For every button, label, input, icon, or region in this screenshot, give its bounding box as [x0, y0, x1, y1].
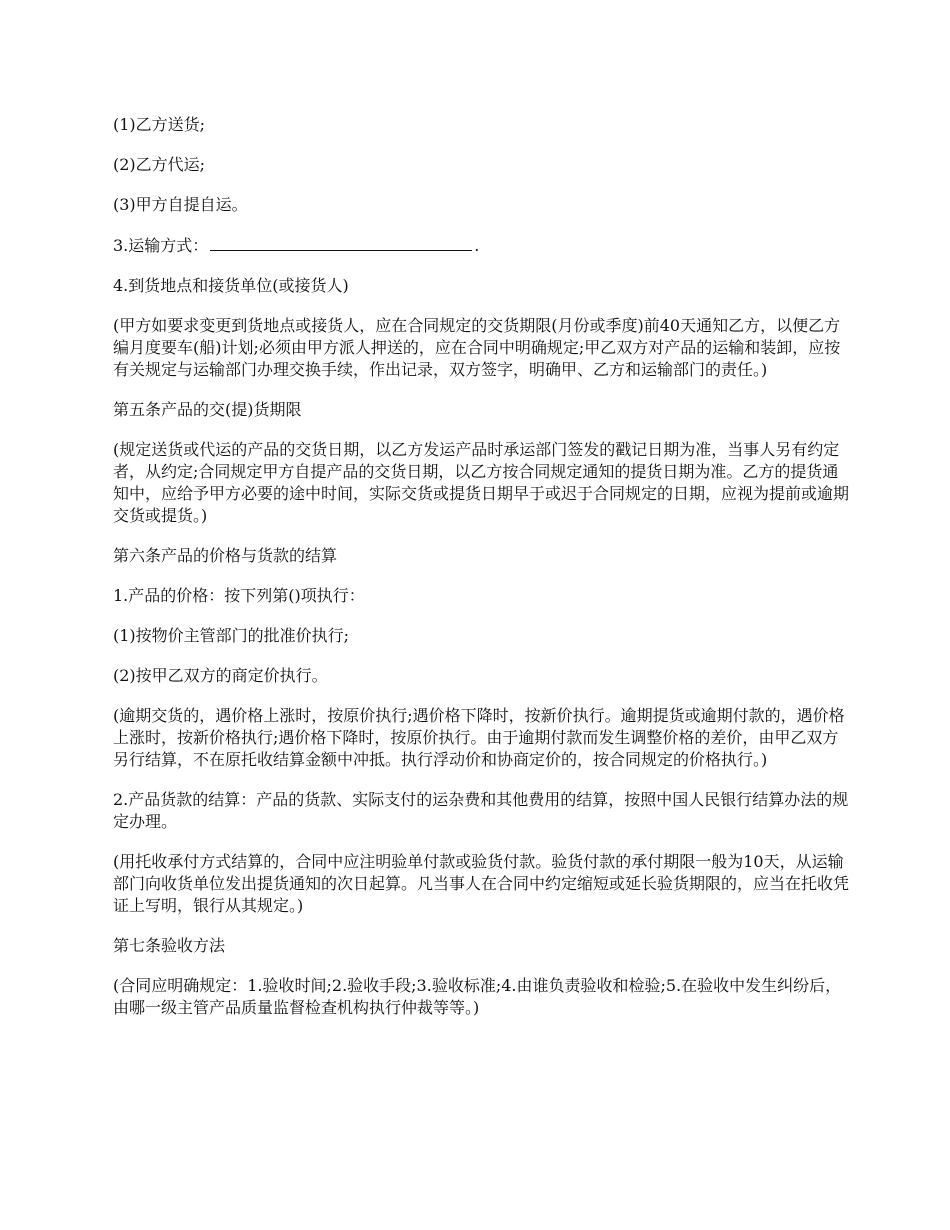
paragraph-transport-method: [113, 234, 853, 257]
paragraph-delivery-location: 4.到货地点和接货单位(或接货人): [113, 276, 349, 295]
paragraph-payment-settlement: 2.产品货款的结算：产品的货款、实际支付的运杂费和其他费用的结算，按照中国人民银行结算办法的规定办理。: [113, 790, 849, 831]
transport-method-blank: [210, 234, 472, 251]
paragraph-option-2: (2)乙方代运;: [113, 155, 206, 174]
heading-article-5: 第五条产品的交(提)货期限: [113, 400, 302, 419]
paragraph-price-note: (逾期交货的，遇价格上涨时，按原价执行;遇价格下降时，按新价执行。逾期提货或逾期付款的，遇价格上涨时，按新价格执行;遇价格下降时，按原价执行。由于逾期付款而发生调整价格的差价，由甲乙双方另行结算，不在原托收结算金额中冲抵。执行浮动价和协商定价的，按合同规定的价格执行。): [113, 706, 845, 769]
transport-method-label: 3.运输方式：: [113, 236, 209, 255]
transport-method-period: .: [474, 236, 480, 255]
paragraph-price-option-1: (1)按物价主管部门的批准价执行;: [113, 626, 350, 645]
paragraph-option-3: (3)甲方自提自运。: [113, 195, 248, 214]
paragraph-payment-note: (用托收承付方式结算的，合同中应注明验单付款或验货付款。验货付款的承付期限一般为10天，从运输部门向收货单位发出提货通知的次日起算。凡当事人在合同中约定缩短或延长验货期限的，应当在托收凭证上写明，银行从其规定。): [113, 852, 850, 915]
paragraph-price-option-2: (2)按甲乙双方的商定价执行。: [113, 666, 328, 685]
document-body: [113, 114, 853, 1037]
heading-article-7: 第七条验收方法: [113, 936, 226, 955]
paragraph-option-1: (1)乙方送货;: [113, 115, 206, 134]
paragraph-price-intro: 1.产品的价格：按下列第()项执行：: [113, 586, 365, 605]
paragraph-delivery-date-note: (规定送货或代运的产品的交货日期，以乙方发运产品时承运部门签发的戳记日期为准，当事人另有约定者，从约定;合同规定甲方自提产品的交货日期，以乙方按合同规定通知的提货日期为准。乙方的提货通知中，应给予甲方必要的途中时间，实际交货或提货日期早于或迟于合同规定的日期，应视为提前或逾期交货或提货。): [113, 440, 850, 525]
paragraph-delivery-note: (甲方如要求变更到货地点或接货人，应在合同规定的交货期限(月份或季度)前40天通知乙方，以便乙方编月度要车(船)计划;必须由甲方派人押送的，应在合同中明确规定;甲乙双方对产品的运输和装卸，应按有关规定与运输部门办理交换手续，作出记录，双方签字，明确甲、乙方和运输部门的责任。): [113, 316, 841, 379]
paragraph-inspection-note: (合同应明确规定：1.验收时间;2.验收手段;3.验收标准;4.由谁负责验收和检验;5.在验收中发生纠纷后，由哪一级主管产品质量监督检查机构执行仲裁等等。): [113, 976, 842, 1017]
heading-article-6: 第六条产品的价格与货款的结算: [113, 546, 338, 565]
